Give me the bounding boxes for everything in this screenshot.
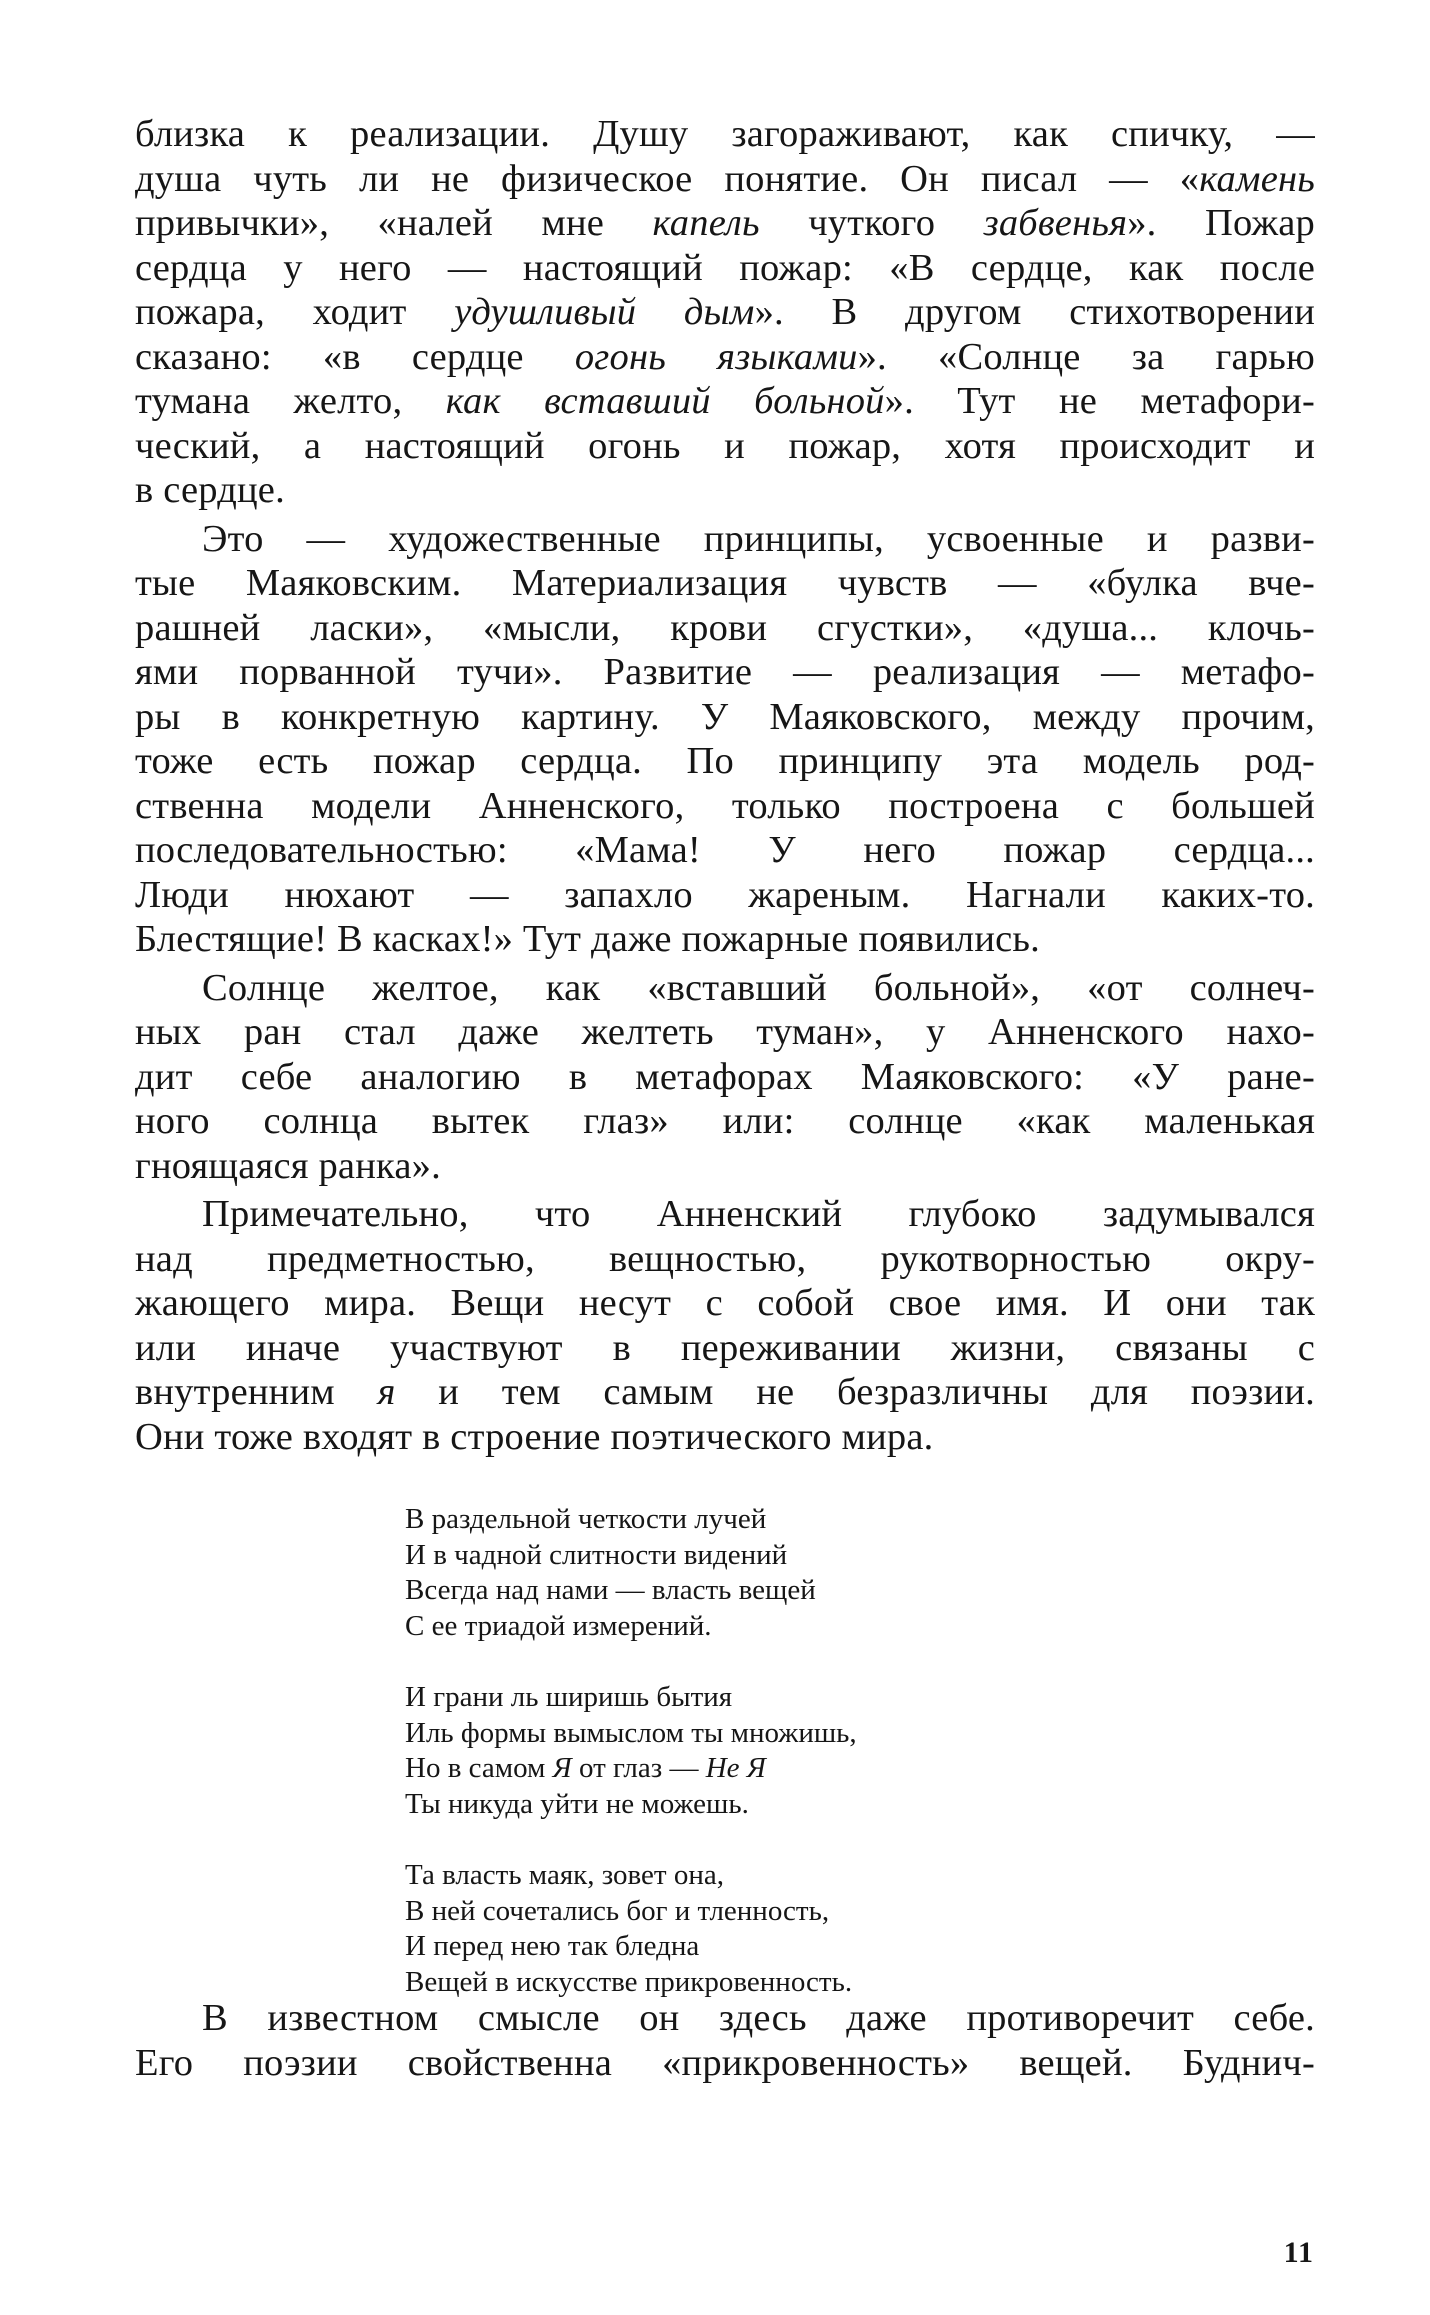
paragraph <box>135 112 1315 513</box>
text-line: дит себе аналогию в метафорах Маяковского: «У ране- <box>135 1055 1315 1098</box>
text-line: рашней ласки», «мысли, крови сгустки», «душа... клочь- <box>135 606 1315 649</box>
text-line: в сердце. <box>135 469 285 511</box>
text-line: ного солнца вытек глаз» или: солнце «как маленькая <box>135 1100 1315 1142</box>
text-line: сердца у него — настоящий пожар: «В сердце, как после <box>135 246 1315 289</box>
poem-stanza <box>405 1680 857 1822</box>
page-number: 11 <box>1283 2236 1314 2269</box>
text-line: Солнце желтое, как «вставший больной», «от солнеч- <box>202 966 1315 1009</box>
text-line: близка к реализации. Душу загораживают, как спичку, — <box>135 113 1315 155</box>
text-line: Это — художественные принципы, усвоенные и разви- <box>202 517 1315 560</box>
verse-line: Та власть маяк, зовет она, <box>405 1858 724 1891</box>
text-line: внутренним я и тем самым не безразличны для поэзии. <box>135 1371 1315 1413</box>
verse-line: Иль формы вымыслом ты множишь, <box>405 1716 857 1749</box>
text-line: тумана желто, как вставший больной». Тут не метафори- <box>135 380 1315 422</box>
poem-stanza <box>405 1858 857 2000</box>
text-line: душа чуть ли не физическое понятие. Он писал — «камень <box>135 157 1315 200</box>
text-line: Они тоже входят в строение поэтического мира. <box>135 1415 934 1458</box>
text-line: В известном смысле он здесь даже противоречит себе. <box>202 1997 1315 2039</box>
text-line: ческий, а настоящий огонь и пожар, хотя происходит и <box>135 424 1315 467</box>
verse-line: Но в самом Я от глаз — Не Я <box>405 1752 766 1785</box>
verse-line: Вещей в искусстве прикровенность. <box>405 1965 853 1998</box>
text-line: ями порванной тучи». Развитие — реализация — метафо- <box>135 651 1315 693</box>
verse-line: В ней сочетались бог и тленность, <box>405 1894 830 1927</box>
verse-line: В раздельной четкости лучей <box>405 1503 767 1535</box>
poem-stanza <box>405 1502 857 1644</box>
text-line: Его поэзии свойственна «прикровенность» вещей. Буднич- <box>135 2041 1315 2084</box>
paragraph <box>135 1192 1315 1459</box>
paragraph <box>135 966 1315 1189</box>
main-text <box>135 112 1315 1459</box>
text-line: тоже есть пожар сердца. По принципу эта модель род- <box>135 740 1315 782</box>
verse-line: И перед нею так бледна <box>405 1930 700 1963</box>
poem-quote <box>405 1502 857 2000</box>
verse-line: И грани ль ширишь бытия <box>405 1680 733 1713</box>
text-line: ственна модели Анненского, только построена с большей <box>135 784 1315 827</box>
text-line: над предметностью, вещностью, рукотворностью окру- <box>135 1237 1315 1280</box>
verse-line: С ее триадой измерений. <box>405 1609 712 1642</box>
text-line: пожара, ходит удушливый дым». В другом стихотворении <box>135 291 1315 333</box>
text-line: последовательностью: «Мама! У него пожар сердца... <box>135 829 1315 871</box>
text-line: или иначе участвуют в переживании жизни, связаны с <box>135 1326 1315 1369</box>
text-line: Примечательно, что Анненский глубоко задумывался <box>202 1193 1315 1235</box>
text-line: тые Маяковским. Материализация чувств — «булка вче- <box>135 562 1315 604</box>
paragraph <box>135 517 1315 962</box>
text-line: ры в конкретную картину. У Маяковского, между прочим, <box>135 695 1315 738</box>
text-line: ных ран стал даже желтеть туман», у Анненского нахо- <box>135 1011 1315 1053</box>
closing-paragraph <box>135 1996 1315 2085</box>
text-line: привычки», «налей мне капель чуткого забвенья». Пожар <box>135 202 1315 244</box>
text-line: гноящаяся ранка». <box>135 1144 441 1187</box>
text-line: сказано: «в сердце огонь языками». «Солнце за гарью <box>135 335 1315 378</box>
text-line: Люди нюхают — запахло жареным. Нагнали каких-то. <box>135 873 1315 916</box>
verse-line: И в чадной слитности видений <box>405 1538 788 1571</box>
text-line: Блестящие! В касках!» Тут даже пожарные появились. <box>135 918 1041 960</box>
verse-line: Ты никуда уйти не можешь. <box>405 1787 749 1820</box>
text-line: жающего мира. Вещи несут с собой свое имя. И они так <box>135 1282 1315 1324</box>
verse-line: Всегда над нами — власть вещей <box>405 1574 816 1607</box>
